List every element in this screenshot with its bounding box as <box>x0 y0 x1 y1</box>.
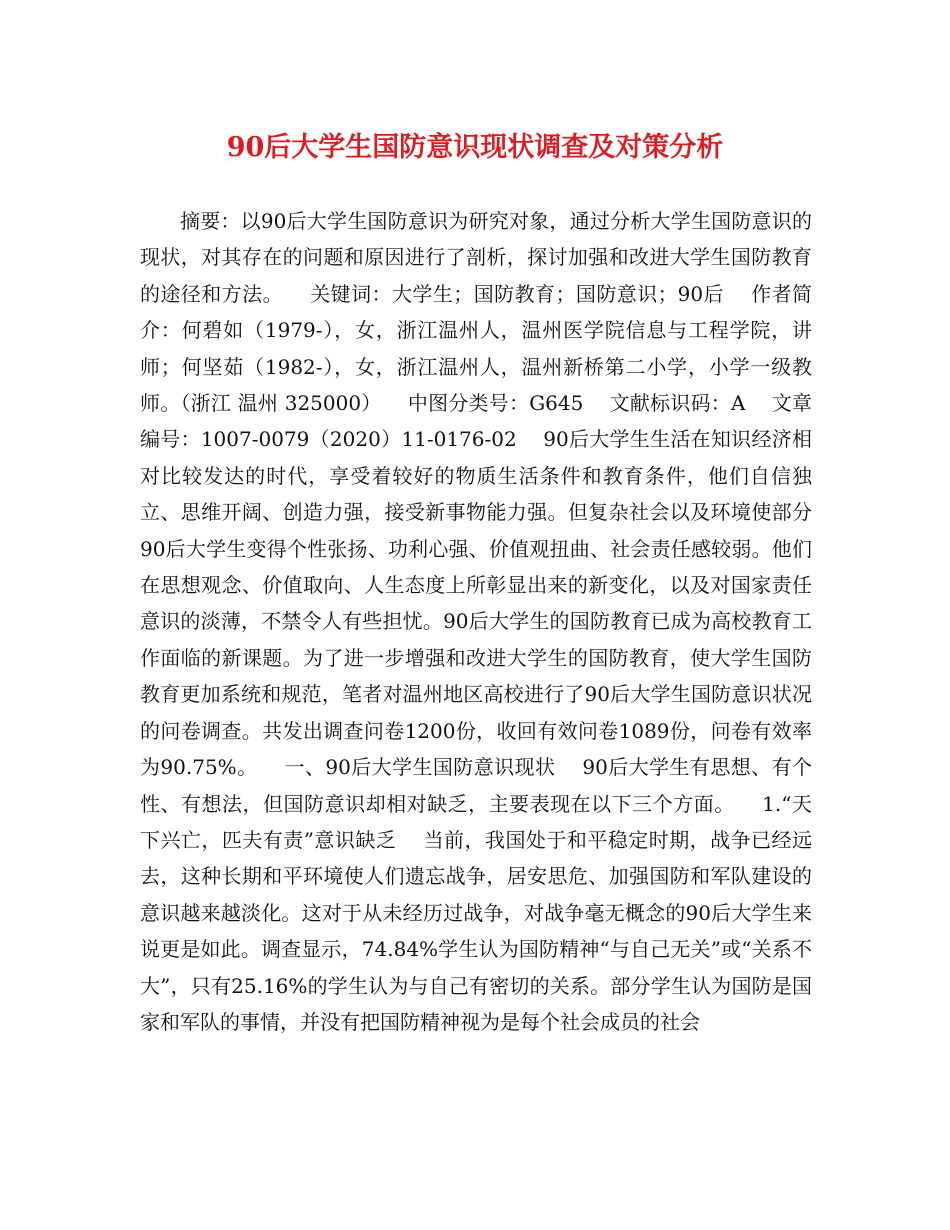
author-info-text: 作者简介：何碧如（1979-），女，浙江温州人，温州医学院信息与工程学院，讲师；何坚茹（1982-），女，浙江温州人，温州新桥第二小学，小学一级教师。（浙江 温州 325000） <box>140 281 813 416</box>
subsection-heading-1: 1.“天下兴亡，匹夫有责”意识缺乏 <box>140 791 812 852</box>
body-paragraph <box>140 203 812 1040</box>
subsection-body-text: 当前，我国处于和平稳定时期，战争已经远去，这种长期和平环境使人们遗忘战争，居安思危、加强国防和军队建设的意识越来越淡化。这对于从未经历过战争，对战争毫无概念的90后大学生来说更是如此。调查显示，74.84%学生认为国防精神“与自己无关”或“关系不大”，只有25.16%的学生认为与自己有密切的关系。部分学生认为国防是国家和军队的事情，并没有把国防精神视为是每个社会成员的社会 <box>140 827 812 1034</box>
document-title: 90后大学生国防意识现状调查及对策分析 <box>226 132 724 163</box>
introduction-text: 90后大学生生活在知识经济相对比较发达的时代，享受着较好的物质生活条件和教育条件，他们自信独立、思维开阔、创造力强，接受新事物能力强。但复杂社会以及环境使部分90后大学生变得个性张扬、功利心强、价值观扭曲、社会责任感较弱。他们在思想观念、价值取向、人生态度上所彰显出来的新变化，以及对国家责任意识的淡薄，不禁令人有些担忧。90后大学生的国防教育已成为高校教育工作面临的新课题。为了进一步增强和改进大学生的国防教育，使大学生国防教育更加系统和规范，笔者对温州地区高校进行了90后大学生国防意识状况的问卷调查。共发出调查问卷1200份，收回有效问卷1089份，问卷有效率为90.75%。 <box>140 427 812 780</box>
keywords-text: 关键词：大学生；国防教育；国防意识；90后 <box>283 281 724 306</box>
section-intro-text: 90后大学生有思想、有个性、有想法，但国防意识却相对缺乏，主要表现在以下三个方面。 <box>140 755 812 816</box>
section-heading-1: 一、90后大学生国防意识现状 <box>257 755 556 780</box>
abstract-text: 摘要：以90后大学生国防意识为研究对象，通过分析大学生国防意识的现状，对其存在的问题和原因进行了剖析，探讨加强和改进大学生国防教育的途径和方法。 <box>140 209 812 306</box>
classification-text: 中图分类号：G645 文献标识码：A 文章编号：1007-0079（2020）11-0176-02 <box>140 391 813 452</box>
